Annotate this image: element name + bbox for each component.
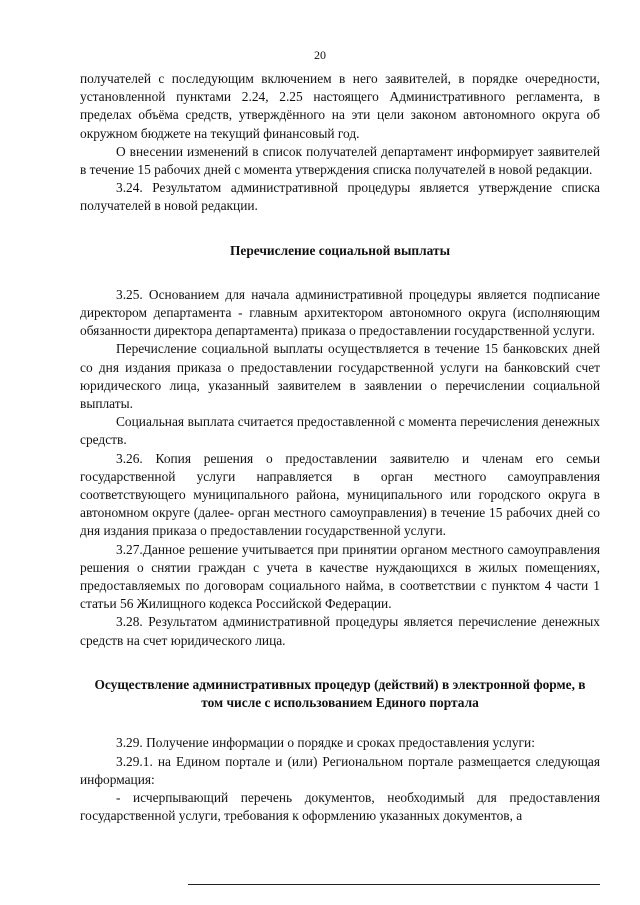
document-body (80, 70, 600, 825)
paragraph-3-27: 3.27.Данное решение учитывается при принятии органом местного самоуправления решения о снятии граждан с учета в качестве нуждающихся в жилых помещениях, предоставляемых по договорам социального найма, в соответствии с пунктом 4 части 1 статьи 56 Жилищного кодекса Российской Федерации. (80, 541, 600, 612)
paragraph-3-24: 3.24. Результатом административной процедуры является утверждение списка получателей в новой редакции. (80, 180, 600, 214)
paragraph-continuation: получателей с последующим включением в него заявителей, в порядке очередности, установленной пунктами 2.24, 2.25 настоящего Административного регламента, в пределах объёма средств, утверждённого на эти цели законом автономного округа об окружном бюджете на текущий финансовый год. (80, 71, 600, 141)
paragraph-payment-provided: Социальная выплата считается предоставленной с момента перечисления денежных средств. (80, 414, 600, 448)
page-number: 20 (314, 48, 326, 62)
footer-rule (188, 884, 600, 885)
paragraph-3-29: 3.29. Получение информации о порядке и сроках предоставления услуги: (116, 735, 535, 751)
section-heading-transfer: Перечисление социальной выплаты (229, 242, 451, 258)
paragraph-3-26: 3.26. Копия решения о предоставлении заявителю и членам его семьи государственной услуги направляется в орган местного самоуправления соответствующего муниципального района, муниципального или городского округа в автономном округе (далее- орган местного самоуправления) в течение 15 рабочих дней со дня издания приказа о предоставлении государственной услуги. (80, 450, 600, 539)
paragraph-transfer-term: Перечисление социальной выплаты осуществляется в течение 15 банковских дней со дня издания приказа о предоставлении государственной услуги на банковский счет юридического лица, указанный заявителем в заявлении о перечислении социальной выплаты. (80, 341, 600, 412)
section-heading-electronic: Осуществление административных процедур (действий) в электронной форме, в том числе с использованием Единого портала (94, 676, 586, 711)
paragraph-3-25: 3.25. Основанием для начала административной процедуры является подписание директором департамента - главным архитектором автономного округа (исполняющим обязанности директора департамента) приказа о предоставлении государственной услуги. (80, 286, 600, 339)
paragraph-documents-list: - исчерпывающий перечень документов, необходимый для предоставления государственной услуги, требования к оформлению указанных документов, а (80, 789, 600, 824)
paragraph-list-changes: О внесении изменений в список получателей департамент информирует заявителей в течение 15 рабочих дней с момента утверждения списка получателей в новой редакции. (80, 143, 600, 178)
paragraph-3-29-1: 3.29.1. на Едином портале и (или) Региональном портале размещается следующая информация: (80, 753, 600, 787)
paragraph-3-28: 3.28. Результатом административной процедуры является перечисление денежных средств на счет юридического лица. (80, 614, 600, 648)
